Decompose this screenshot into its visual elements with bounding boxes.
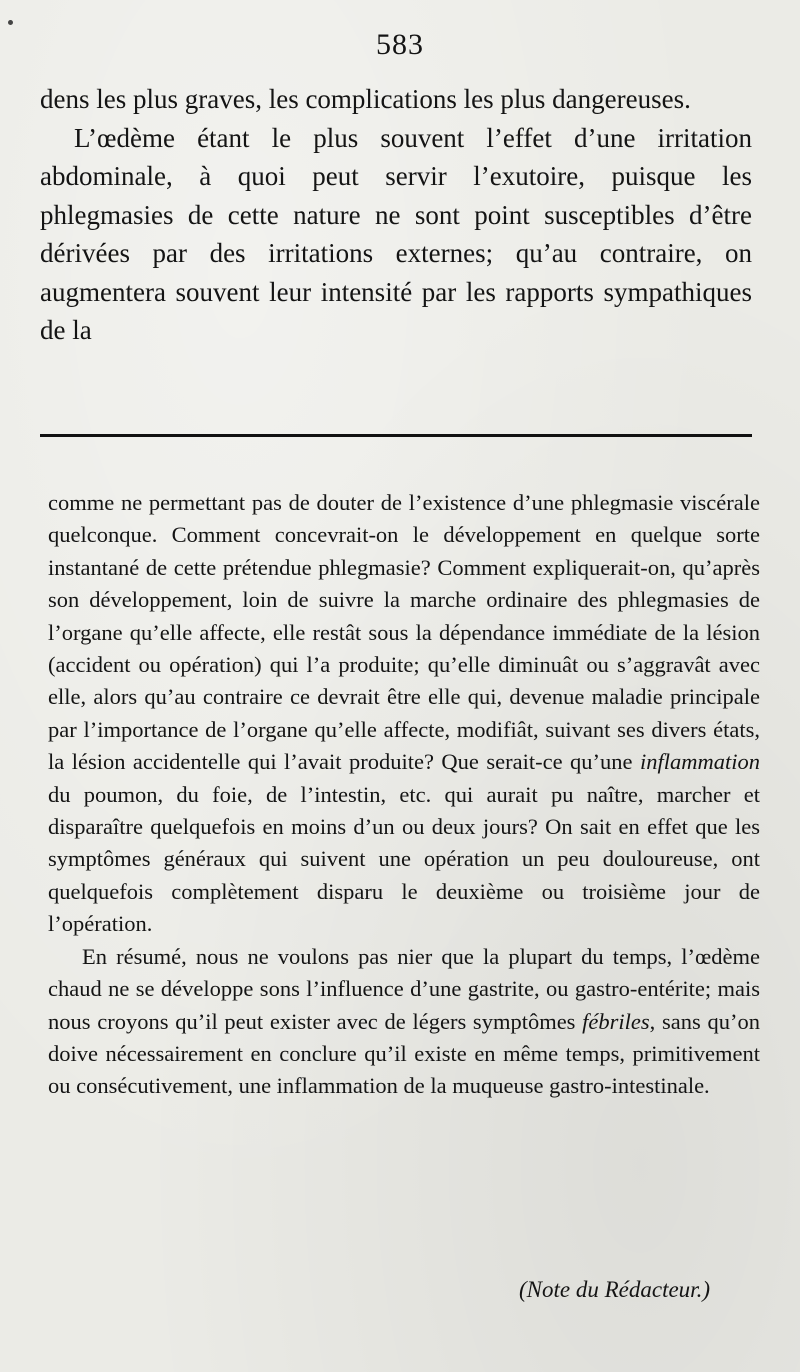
editor-note-signature: (Note du Rédacteur.) bbox=[519, 1277, 710, 1302]
footnote-italic-term: inflammation bbox=[639, 749, 760, 775]
footnote-text-run: comme ne permettant pas de douter de l’existence d’une phlegmasie viscérale quelconque. Comment concevrait-on le développement en quelque sorte instantané de cette prétendue phlegmasie? Comment expliquerait-on, qu’après son développement, loin de suivre la marche ordinaire des phlegmasies de l’organe qu’elle affecte, elle restât sous la dépendance immédiate de la lésion (accident ou opération) qui l’a produite; qu’elle diminuât ou s’aggravât avec elle, alors qu’au contraire ce devrait être elle qui, devenue maladie principale par l’importance de l’organe qu’elle affecte, modifiât, suivant ses divers états, la lésion accidentelle qui l’avait produite? Que serait-ce qu’une bbox=[48, 490, 760, 775]
page-number: 583 bbox=[376, 28, 424, 61]
footnote-text bbox=[48, 487, 760, 1103]
main-body-text bbox=[40, 80, 752, 350]
footnote-text-run: du poumon, du foie, de l’intestin, etc. qui aurait pu naître, marcher et disparaître quelquefois en moins d’un ou deux jours? On sait en effet que les symptômes généraux qui suivent une opération un peu douloureuse, ont quelquefois complètement disparu le deuxième ou troisième jour de l’opération. bbox=[48, 781, 760, 937]
footnote-paragraph bbox=[48, 941, 760, 1103]
footnote-separator-rule bbox=[40, 434, 752, 437]
main-paragraph: dens les plus graves, les complications les plus dangereuses. bbox=[40, 84, 691, 114]
footnote-text-run: , sans qu’on doive nécessairement en conclure qu’il existe en même temps, primitivement ou consécutivement, une inflammation de la muqueuse gastro-intestinale. bbox=[48, 1008, 760, 1099]
footnote-italic-term: fébriles bbox=[582, 1008, 650, 1034]
footnote-text-run: En résumé, nous ne voulons pas nier que la plupart du temps, l’œdème chaud ne se développe sons l’influence d’une gastrite, ou gastro-entérite; mais nous croyons qu’il peut exister avec de légers symptômes bbox=[48, 943, 760, 1034]
footnote-paragraph bbox=[48, 487, 760, 941]
main-paragraph: L’œdème étant le plus souvent l’effet d’une irritation abdominale, à quoi peut servir l’exutoire, puisque les phlegmasies de cette nature ne sont point susceptibles d’être dérivées par des irritations externes; qu’au contraire, on augmentera souvent leur intensité par les rapports sympathiques de la bbox=[40, 122, 752, 345]
ink-spot bbox=[8, 20, 13, 25]
